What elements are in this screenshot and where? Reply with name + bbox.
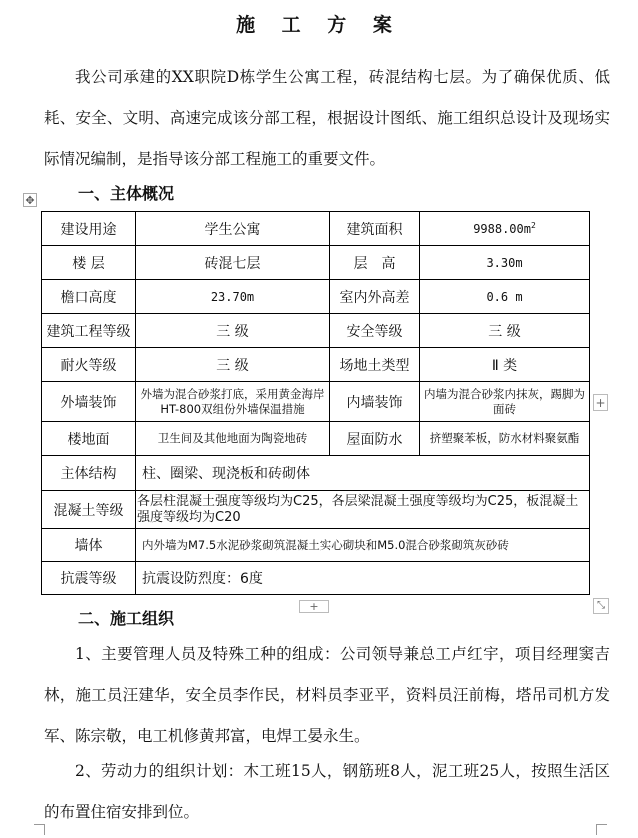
- table-cell-label: 外墙装饰: [42, 382, 136, 422]
- page-corner-mark: [34, 824, 45, 835]
- add-row-button[interactable]: +: [299, 600, 329, 613]
- table-cell-value: 三 级: [136, 314, 330, 348]
- table-row: [42, 212, 590, 246]
- table-row: [42, 491, 590, 529]
- management-paragraph: 1、主要管理人员及特殊工种的组成：公司领导兼总工卢红宇，项目经理窦吉林，施工员汪建华，安全员李作民，材料员李亚平，资料员汪前梅，塔吊司机方发军、陈宗敬，电工机修黄邦富，电焊工晏永生。: [44, 645, 610, 745]
- table-cell-label: 楼 层: [42, 246, 136, 280]
- table-cell-value: 学生公寓: [136, 212, 330, 246]
- table-cell-label: 建筑工程等级: [42, 314, 136, 348]
- table-cell-value: 抗震设防烈度：6度: [136, 562, 590, 595]
- table-row: [42, 422, 590, 456]
- table-cell-label: 混凝土等级: [42, 491, 136, 529]
- table-cell-label: 抗震等级: [42, 562, 136, 595]
- table-cell-label: 楼地面: [42, 422, 136, 456]
- table-cell-value: 0.6 m: [420, 280, 590, 314]
- table-cell-value: 各层柱混凝土强度等级均为C25，各层梁混凝土强度等级均为C25，板混凝土强度等级均为C20: [136, 491, 590, 529]
- page-corner-mark: [596, 824, 607, 835]
- intro-paragraph: 我公司承建的XX职院D栋学生公寓工程，砖混结构七层。为了确保优质、低耗、安全、文明、高速完成该分部工程，根据设计图纸、施工组织总设计及现场实际情况编制，是指导该分部工程施工的重要文件。: [44, 68, 610, 168]
- table-cell-value: 23.70m: [136, 280, 330, 314]
- table-cell-label: 建设用途: [42, 212, 136, 246]
- table-cell-label: 耐火等级: [42, 348, 136, 382]
- table-cell-label: 屋面防水: [330, 422, 420, 456]
- table-cell-label: 层 高: [330, 246, 420, 280]
- table-cell-value: 卫生间及其他地面为陶瓷地砖: [136, 422, 330, 456]
- table-move-handle-icon[interactable]: ✥: [23, 193, 37, 207]
- table-row: [42, 456, 590, 491]
- table-cell-label: 内墙装饰: [330, 382, 420, 422]
- table-resize-icon[interactable]: ⤡: [593, 598, 609, 614]
- table-row: [42, 314, 590, 348]
- table-cell-value: 三 级: [420, 314, 590, 348]
- page-title: 施 工 方 案: [236, 14, 402, 36]
- table-cell-label: 场地土类型: [330, 348, 420, 382]
- table-cell-label: 主体结构: [42, 456, 136, 491]
- table-row: [42, 246, 590, 280]
- project-overview-table: [41, 211, 590, 595]
- table-row: [42, 562, 590, 595]
- table-cell-label: 室内外高差: [330, 280, 420, 314]
- table-cell-value: 砖混七层: [136, 246, 330, 280]
- table-row: [42, 382, 590, 422]
- add-column-button[interactable]: +: [593, 394, 608, 411]
- table-row: [42, 280, 590, 314]
- section-heading-organization: 二、施工组织: [78, 609, 175, 628]
- table-cell-value: 三 级: [136, 348, 330, 382]
- table-cell-label: 建筑面积: [330, 212, 420, 246]
- section-heading-overview: 一、主体概况: [78, 184, 175, 203]
- table-cell-value: 内外墙为M7.5水泥砂浆砌筑混凝土实心砌块和M5.0混合砂浆砌筑灰砂砖: [136, 529, 590, 562]
- table-cell-value: 挤塑聚苯板，防水材料聚氨酯: [420, 422, 590, 456]
- table-row: [42, 348, 590, 382]
- area-unit-superscript: 2: [530, 221, 536, 230]
- table-cell-value: Ⅱ 类: [420, 348, 590, 382]
- table-cell-value: [420, 212, 590, 246]
- table-cell-value: 柱、圈梁、现浇板和砖砌体: [136, 456, 590, 491]
- table-cell-value: 外墙为混合砂浆打底，采用黄金海岸HT-800双组份外墙保温措施: [136, 382, 330, 422]
- table-row: [42, 529, 590, 562]
- table-cell-label: 檐口高度: [42, 280, 136, 314]
- table-cell-value: 3.30m: [420, 246, 590, 280]
- table-cell-label: 安全等级: [330, 314, 420, 348]
- labor-paragraph: 2、劳动力的组织计划：木工班15人，钢筋班8人，泥工班25人，按照生活区的布置住宿安排到位。: [44, 762, 610, 821]
- table-cell-value: 内墙为混合砂浆内抹灰，踢脚为面砖: [420, 382, 590, 422]
- area-value: 9988.00m: [473, 222, 531, 236]
- table-cell-label: 墙体: [42, 529, 136, 562]
